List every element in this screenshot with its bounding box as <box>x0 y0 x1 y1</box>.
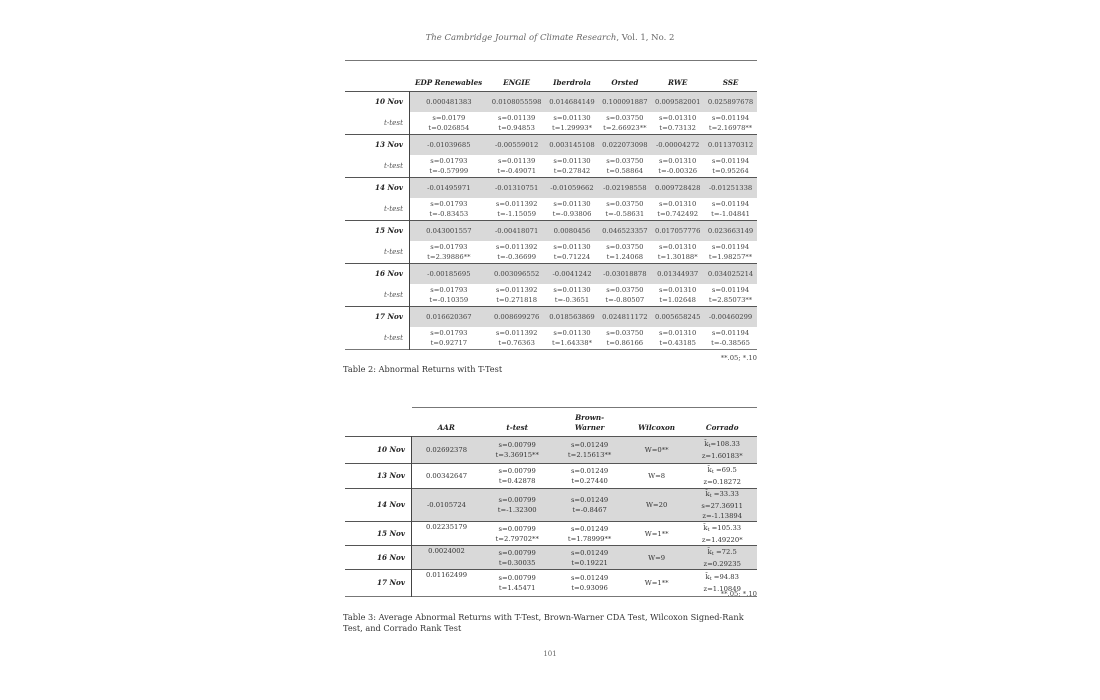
ttest-cell <box>488 112 546 135</box>
std-dev: s=0.03750 <box>606 328 644 337</box>
std-dev: s=0.01249 <box>570 441 609 449</box>
column-header: ENGIE <box>503 78 531 87</box>
t-stat: t=0.73132 <box>659 123 696 132</box>
abnormal-return-cell: -0.03018878 <box>598 264 651 284</box>
ttest-cell <box>488 198 546 221</box>
abnormal-return-cell: 0.008699276 <box>488 307 546 327</box>
ttest-cell <box>481 437 553 464</box>
column-header <box>412 408 481 437</box>
std-dev: s=0.01194 <box>711 328 750 337</box>
ttest-cell <box>546 112 599 135</box>
page-number: 101 <box>543 650 557 658</box>
t-stat: t=1.64338* <box>552 338 592 347</box>
k-bar-symbol: k̄ <box>704 440 709 448</box>
t-stat: t=-0.8467 <box>572 506 607 514</box>
k-bar-symbol: k̄ <box>705 573 710 581</box>
corrado-cell <box>687 522 757 546</box>
corner-cell <box>345 61 410 92</box>
t-stat: t=1.45471 <box>498 584 536 592</box>
std-dev: s=0.00799 <box>498 467 536 475</box>
ttest-cell <box>410 198 488 221</box>
std-dev: s=0.011392 <box>495 328 538 337</box>
t-stat: t=-0.10359 <box>429 295 469 304</box>
t-stat: t=1.78999** <box>567 534 612 543</box>
column-header-text: Corrado <box>705 423 739 432</box>
std-dev: s=0.03750 <box>606 285 644 294</box>
z-stat: z=0.18272 <box>703 478 741 486</box>
abnormal-return-cell: -0.01039685 <box>410 135 488 155</box>
abnormal-return-cell: -0.01251338 <box>704 178 757 198</box>
wilcoxon-cell: W=8 <box>648 472 666 480</box>
std-dev: s=0.01130 <box>553 328 591 337</box>
std-dev: s=0.01194 <box>711 242 750 251</box>
abnormal-return-cell: 0.022073098 <box>598 135 651 155</box>
std-dev: s=0.01249 <box>570 524 609 533</box>
row-date: 14 Nov <box>345 489 412 522</box>
std-dev: s=0.01130 <box>553 285 591 294</box>
std-dev: s=0.011392 <box>495 285 538 294</box>
abnormal-return-cell: 0.014684149 <box>546 92 599 112</box>
abnormal-return-cell: 0.011370312 <box>704 135 757 155</box>
mean-rank <box>687 523 757 535</box>
std-dev: s=0.01793 <box>430 242 468 251</box>
ttest-cell <box>598 327 651 350</box>
t-stat: t=1.24068 <box>606 252 644 261</box>
column-header-text: t-test <box>506 423 528 432</box>
t-stat: t=0.94853 <box>498 123 535 132</box>
ttest-cell <box>481 522 553 546</box>
z-stat: z=0.29235 <box>703 559 741 568</box>
k-subscript: t <box>711 550 714 557</box>
column-header: RWE <box>668 78 688 87</box>
std-dev: s=0.01310 <box>659 199 697 208</box>
rank-std-dev: s=27.36911 <box>701 502 744 510</box>
volume-issue: , Vol. 1, No. 2 <box>616 33 675 43</box>
t-stat: t=0.30035 <box>498 558 536 567</box>
std-dev: s=0.00799 <box>498 574 536 582</box>
std-dev: s=0.01130 <box>553 113 591 122</box>
column-header-text: Wilcoxon <box>638 423 676 432</box>
column-header <box>553 408 625 437</box>
wilcoxon-cell: W=1** <box>644 579 669 587</box>
abnormal-return-cell: -0.00004272 <box>651 135 704 155</box>
abnormal-return-cell: 0.005658245 <box>651 307 704 327</box>
t-stat: t=0.95264 <box>712 166 749 175</box>
column-header-text: AAR <box>437 423 455 432</box>
row-date: 14 Nov <box>345 178 410 198</box>
mean-rank-value: =108.33 <box>710 440 741 448</box>
row-date: 13 Nov <box>345 464 412 489</box>
t-stat: t=0.27440 <box>571 477 608 485</box>
ttest-cell <box>481 489 553 522</box>
abnormal-return-cell: 0.009728428 <box>651 178 704 198</box>
table-row <box>345 264 757 284</box>
abnormal-return-cell: 0.025897678 <box>704 92 757 112</box>
table3-footnote: **.05; *.10 <box>720 590 757 598</box>
ttest-cell <box>598 284 651 307</box>
column-header <box>626 408 688 437</box>
std-dev: s=0.01194 <box>711 113 750 122</box>
table3-caption: Table 3: Average Abnormal Returns with T-Test, Brown-Warner CDA Test, Wilcoxon Signed-Rank Test, and Corrado Rank Test <box>343 612 744 633</box>
ttest-cell <box>488 327 546 350</box>
row-date: 15 Nov <box>345 522 412 546</box>
abnormal-return-cell: 0.034025214 <box>704 264 757 284</box>
z-stat: z=1.10849 <box>703 585 741 593</box>
brown-warner-cell <box>553 570 625 597</box>
abnormal-return-cell: 0.01344937 <box>651 264 704 284</box>
abnormal-return-cell: -0.01310751 <box>488 178 546 198</box>
std-dev: s=0.01139 <box>497 156 536 165</box>
k-subscript: t <box>711 469 714 475</box>
std-dev: s=0.01310 <box>659 113 697 122</box>
row-date: 10 Nov <box>345 92 410 112</box>
t-stat: t=0.93096 <box>571 584 608 592</box>
abnormal-return-cell: 0.000481383 <box>410 92 488 112</box>
journal-title: The Cambridge Journal of Climate Research <box>425 33 617 43</box>
t-stat: t=-0.83453 <box>429 209 469 218</box>
std-dev: s=0.00799 <box>498 441 536 449</box>
std-dev: s=0.01194 <box>711 285 750 294</box>
std-dev: s=0.00799 <box>498 548 536 557</box>
table-row <box>345 522 757 546</box>
t-stat: t=-0.80507 <box>605 295 645 304</box>
std-dev: s=0.03750 <box>606 199 644 208</box>
z-stat: z=1.49220* <box>701 535 743 544</box>
ttest-label: t-test <box>345 241 410 264</box>
std-dev: s=0.01130 <box>553 156 591 165</box>
t-stat: t=-0.00326 <box>658 166 698 175</box>
std-dev: s=0.01139 <box>497 113 536 122</box>
t-stat: t=0.026854 <box>428 123 470 132</box>
column-header: SSE <box>722 78 739 87</box>
t-stat: t=1.30188* <box>657 252 698 261</box>
table-row <box>345 178 757 198</box>
column-header <box>687 408 757 437</box>
ttest-cell <box>488 155 546 178</box>
abnormal-return-cell: -0.00559012 <box>488 135 546 155</box>
ttest-row <box>345 284 757 307</box>
brown-warner-cell <box>553 546 625 570</box>
mean-rank <box>687 465 757 477</box>
abnormal-return-cell: 0.024811172 <box>598 307 651 327</box>
aar-cell: 0.02235179 <box>425 523 468 531</box>
ttest-cell <box>546 155 599 178</box>
abnormal-returns-table <box>345 60 757 350</box>
t-stat: t=2.79702** <box>495 534 539 543</box>
std-dev: s=0.011392 <box>495 242 538 251</box>
table-row <box>345 135 757 155</box>
k-subscript: t <box>708 443 711 449</box>
column-header-text: Brown-Warner <box>574 413 605 432</box>
brown-warner-cell <box>553 437 625 464</box>
std-dev: s=0.01249 <box>570 548 609 557</box>
table2-footnote: **.05; *.10 <box>720 354 757 362</box>
t-stat: t=-1.32300 <box>497 506 537 514</box>
wilcoxon-cell: W=20 <box>626 489 688 522</box>
ttest-label: t-test <box>345 284 410 307</box>
ttest-cell <box>598 198 651 221</box>
column-header: Orsted <box>611 78 639 87</box>
row-date: 16 Nov <box>345 546 412 570</box>
corrado-cell <box>687 546 757 570</box>
std-dev: s=0.01130 <box>553 199 591 208</box>
t-stat: t=-0.93806 <box>552 209 592 218</box>
std-dev: s=0.01310 <box>659 156 697 165</box>
z-stat: z=-1.13894 <box>702 512 743 520</box>
aar-cell: 0.0024002 <box>412 546 481 570</box>
ttest-cell <box>481 546 553 570</box>
t-stat: t=0.27842 <box>553 166 591 175</box>
std-dev: s=0.01793 <box>430 328 468 337</box>
abnormal-return-cell: 0.043001557 <box>410 221 488 241</box>
table-row <box>345 221 757 241</box>
std-dev: s=0.00799 <box>498 496 536 504</box>
t-stat: t=1.29993* <box>552 123 592 132</box>
abnormal-return-cell: -0.00185695 <box>410 264 488 284</box>
ttest-cell <box>546 327 599 350</box>
std-dev: s=0.01249 <box>570 574 609 582</box>
column-header: EDP Renewables <box>415 78 483 87</box>
abnormal-return-cell: 0.016620367 <box>410 307 488 327</box>
ttest-row <box>345 112 757 135</box>
mean-rank <box>687 572 757 584</box>
t-stat: t=0.92717 <box>430 338 468 347</box>
aar-cell: -0.0105724 <box>412 489 481 522</box>
abnormal-return-cell: 0.0080456 <box>546 221 599 241</box>
row-date: 17 Nov <box>345 570 412 597</box>
t-stat: t=0.71224 <box>553 252 591 261</box>
table-row <box>345 464 757 489</box>
ttest-cell <box>704 112 757 135</box>
abnormal-return-cell: 0.046523357 <box>598 221 651 241</box>
row-date: 16 Nov <box>345 264 410 284</box>
aar-cell: 0.00342647 <box>425 472 468 480</box>
t-stat: t=0.86166 <box>606 338 644 347</box>
abnormal-return-cell: -0.02198558 <box>598 178 651 198</box>
k-subscript: t <box>709 576 712 582</box>
t-stat: t=0.271818 <box>496 295 538 304</box>
t-stat: t=2.39886** <box>427 252 471 261</box>
abnormal-return-cell: -0.00460299 <box>704 307 757 327</box>
t-stat: t=2.15613** <box>567 451 612 459</box>
k-subscript: t <box>707 526 710 533</box>
std-dev: s=0.01310 <box>659 242 697 251</box>
mean-rank-value: =105.33 <box>709 523 742 532</box>
ttest-cell <box>481 570 553 597</box>
t-stat: t=0.43185 <box>659 338 696 347</box>
mean-rank <box>687 547 757 559</box>
k-bar-symbol: k̄ <box>703 523 708 532</box>
ttest-cell <box>488 284 546 307</box>
table-row <box>345 546 757 570</box>
abnormal-return-cell: 0.100091887 <box>598 92 651 112</box>
mean-rank-value: =69.5 <box>713 466 737 474</box>
wilcoxon-cell: W=1** <box>644 529 669 538</box>
ttest-cell <box>704 327 757 350</box>
row-date: 13 Nov <box>345 135 410 155</box>
t-stat: t=0.742492 <box>657 209 699 218</box>
ttest-row <box>345 241 757 264</box>
abnormal-return-cell: 0.003145108 <box>546 135 599 155</box>
ttest-cell <box>651 284 704 307</box>
k-bar-symbol: k̄ <box>705 490 710 498</box>
z-stat: z=1.60183* <box>701 452 743 460</box>
std-dev: s=0.03750 <box>606 113 644 122</box>
t-stat: t=1.02648 <box>659 295 696 304</box>
ttest-label: t-test <box>345 198 410 221</box>
abnormal-return-cell: -0.01059662 <box>546 178 599 198</box>
corrado-cell <box>687 489 757 522</box>
ttest-cell <box>704 284 757 307</box>
t-stat: t=2.16978** <box>708 123 753 132</box>
aar-cell: 0.02692378 <box>412 437 481 464</box>
wilcoxon-cell: W=0** <box>626 437 688 464</box>
std-dev: s=0.01194 <box>711 199 750 208</box>
t-stat: t=-1.04841 <box>711 209 750 218</box>
ttest-cell <box>410 327 488 350</box>
ttest-label: t-test <box>345 155 410 178</box>
ttest-cell <box>704 241 757 264</box>
ttest-label: t-test <box>345 112 410 135</box>
ttest-cell <box>410 155 488 178</box>
table-row <box>345 489 757 522</box>
corrado-cell <box>687 464 757 489</box>
std-dev: s=0.03750 <box>606 242 644 251</box>
t-stat: t=2.66923** <box>603 123 647 132</box>
t-stat: t=-0.58631 <box>605 209 645 218</box>
t-stat: t=-0.3651 <box>554 295 590 304</box>
ttest-cell <box>488 241 546 264</box>
mean-rank-value: =33.33 <box>711 490 739 498</box>
table-row <box>345 570 757 597</box>
t-stat: t=0.19221 <box>571 558 608 567</box>
ttest-cell <box>546 284 599 307</box>
std-dev: s=0.01793 <box>430 199 468 208</box>
std-dev: s=0.01793 <box>430 156 468 165</box>
abnormal-return-cell: 0.003096552 <box>488 264 546 284</box>
k-bar-symbol: k̄ <box>707 466 712 474</box>
abnormal-return-cell: -0.01495971 <box>410 178 488 198</box>
k-bar-symbol: k̄ <box>707 547 712 556</box>
ttest-cell <box>546 198 599 221</box>
ttest-cell <box>651 241 704 264</box>
brown-warner-cell <box>553 522 625 546</box>
t-stat: t=2.85073** <box>708 295 753 304</box>
ttest-cell <box>651 198 704 221</box>
ttest-cell <box>598 241 651 264</box>
std-dev: s=0.011392 <box>495 199 538 208</box>
std-dev: s=0.01194 <box>711 156 750 165</box>
abnormal-return-cell: 0.009582001 <box>651 92 704 112</box>
ttest-cell <box>651 327 704 350</box>
std-dev: s=0.0179 <box>432 113 466 122</box>
row-date: 10 Nov <box>345 437 412 464</box>
table-row <box>345 437 757 464</box>
column-header: Iberdrola <box>553 78 591 87</box>
wilcoxon-cell: W=9 <box>626 546 688 570</box>
std-dev: s=0.01793 <box>430 285 468 294</box>
t-stat: t=0.42878 <box>498 477 536 485</box>
ttest-cell <box>546 241 599 264</box>
brown-warner-cell <box>553 464 625 489</box>
t-stat: t=-0.36699 <box>497 252 537 261</box>
t-stat: t=1.98257** <box>708 252 753 261</box>
ttest-cell <box>410 112 488 135</box>
std-dev: s=0.03750 <box>606 156 644 165</box>
std-dev: s=0.01310 <box>659 328 697 337</box>
std-dev: s=0.00799 <box>498 524 536 533</box>
aar-cell: 0.01162499 <box>425 571 468 579</box>
ttest-label: t-test <box>345 327 410 350</box>
t-stat: t=0.58864 <box>606 166 644 175</box>
row-date: 17 Nov <box>345 307 410 327</box>
ttest-cell <box>481 464 553 489</box>
average-abnormal-returns-table <box>345 407 757 597</box>
ttest-cell <box>651 112 704 135</box>
abnormal-return-cell: -0.00418071 <box>488 221 546 241</box>
std-dev: s=0.01130 <box>553 242 591 251</box>
table-row <box>345 307 757 327</box>
ttest-cell <box>704 198 757 221</box>
abnormal-return-cell: 0.018563869 <box>546 307 599 327</box>
mean-rank-value: =72.5 <box>713 547 737 556</box>
std-dev: s=0.01249 <box>570 467 609 475</box>
t-stat: t=-1.15059 <box>497 209 537 218</box>
column-header <box>481 408 553 437</box>
running-head <box>0 33 1100 43</box>
row-date: 15 Nov <box>345 221 410 241</box>
std-dev: s=0.01249 <box>570 496 609 504</box>
abnormal-return-cell: -0.0041242 <box>546 264 599 284</box>
ttest-cell <box>410 241 488 264</box>
ttest-cell <box>704 155 757 178</box>
ttest-row <box>345 327 757 350</box>
mean-rank <box>687 489 757 501</box>
t-stat: t=-0.49071 <box>497 166 537 175</box>
mean-rank <box>687 439 757 451</box>
brown-warner-cell <box>553 489 625 522</box>
ttest-row <box>345 155 757 178</box>
std-dev: s=0.01310 <box>659 285 697 294</box>
t-stat: t=-0.57999 <box>429 166 469 175</box>
t-stat: t=-0.38565 <box>711 338 750 347</box>
ttest-cell <box>651 155 704 178</box>
mean-rank-value: =94.83 <box>711 573 739 581</box>
abnormal-return-cell: 0.023663149 <box>704 221 757 241</box>
table-row <box>345 92 757 112</box>
k-subscript: t <box>709 493 712 499</box>
ttest-cell <box>598 112 651 135</box>
ttest-cell <box>410 284 488 307</box>
corner-cell <box>345 408 412 437</box>
t-stat: t=3.36915** <box>495 451 539 459</box>
corrado-cell <box>687 437 757 464</box>
abnormal-return-cell: 0.0108055598 <box>488 92 546 112</box>
t-stat: t=0.76363 <box>498 338 535 347</box>
ttest-cell <box>598 155 651 178</box>
ttest-row <box>345 198 757 221</box>
table2-caption: Table 2: Abnormal Returns with T-Test <box>343 364 503 374</box>
abnormal-return-cell: 0.017057776 <box>651 221 704 241</box>
